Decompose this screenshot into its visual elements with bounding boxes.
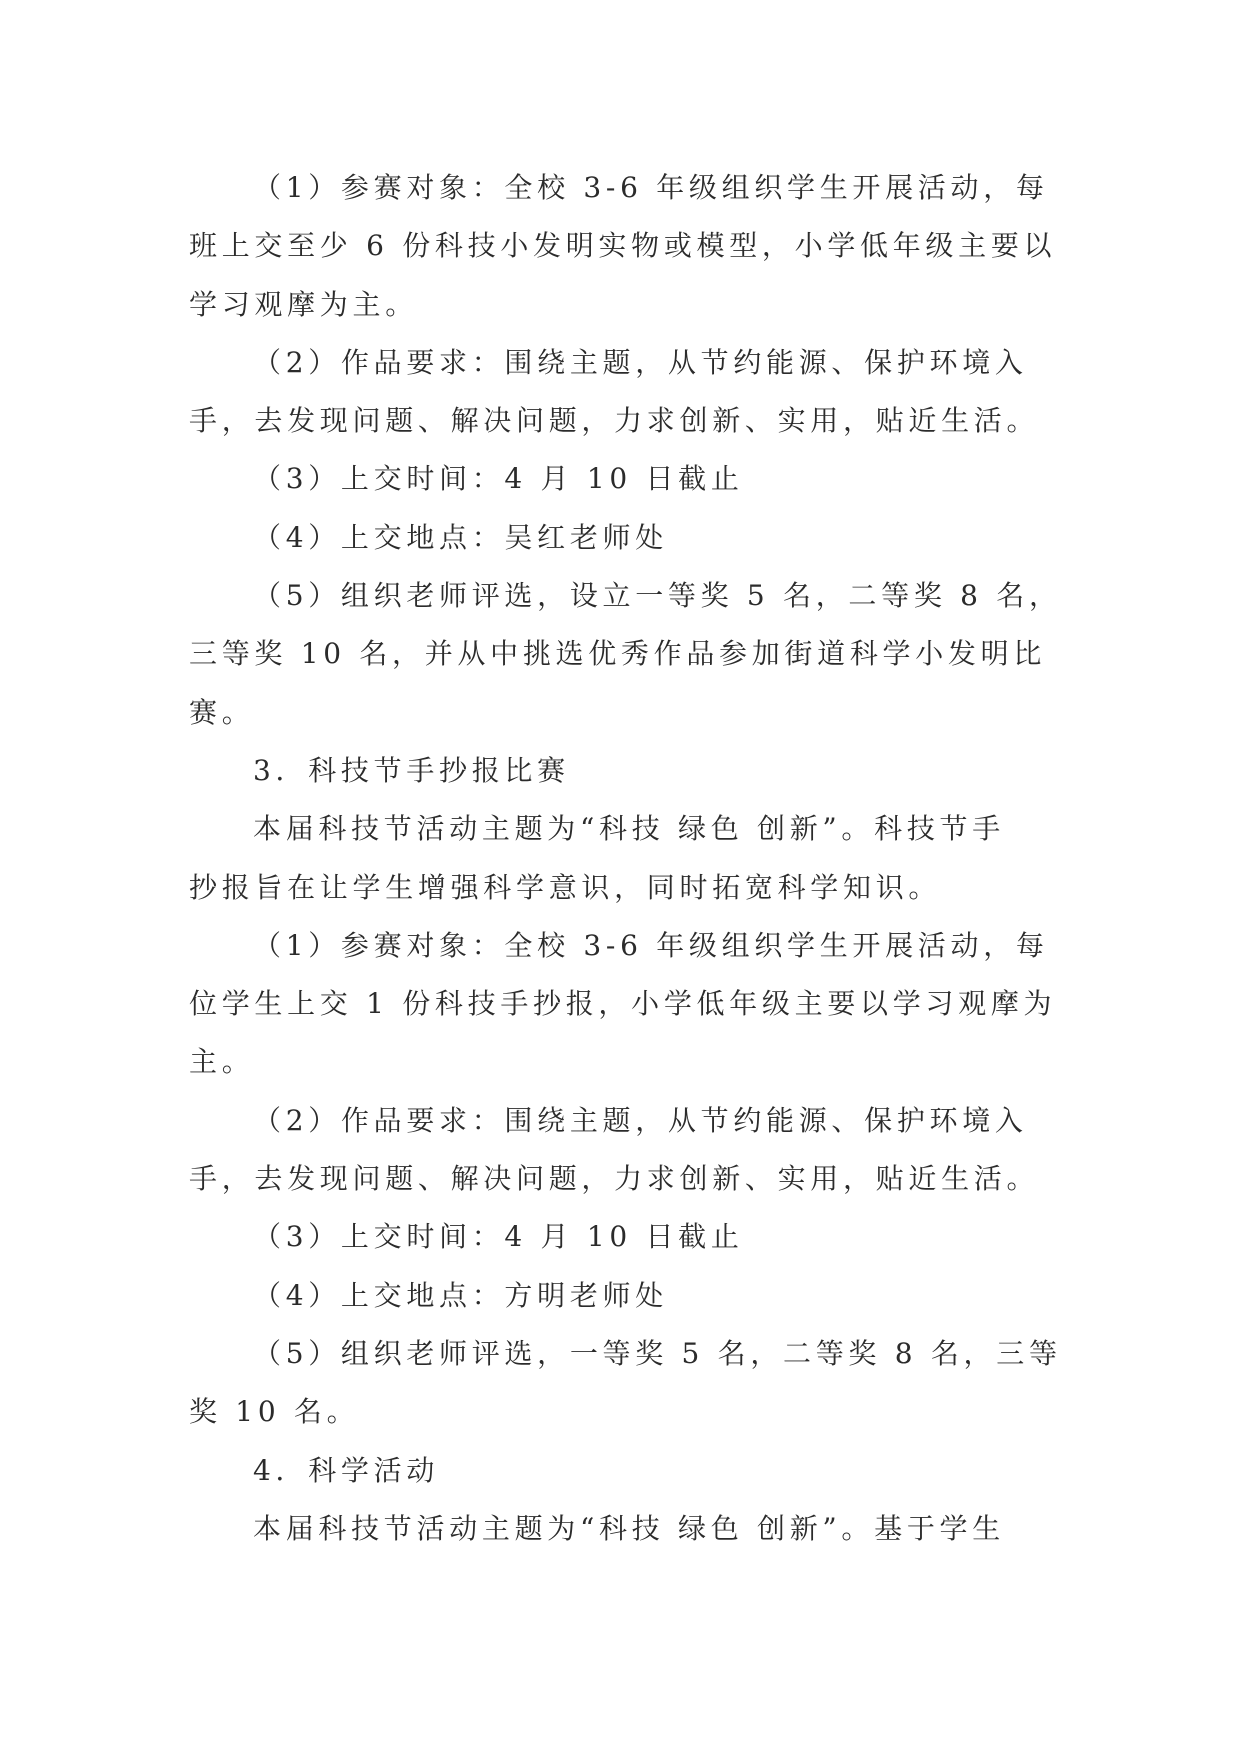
paragraph-line: （4）上交地点：方明老师处 bbox=[253, 1278, 668, 1312]
paragraph-line: 本届科技节活动主题为“科技 绿色 创新”。科技节手 bbox=[253, 812, 1005, 846]
paragraph-line: 奖 10 名。 bbox=[189, 1395, 360, 1429]
paragraph-line: （5）组织老师评选，一等奖 5 名，二等奖 8 名，三等 bbox=[253, 1336, 1062, 1370]
paragraph-line: （1）参赛对象：全校 3-6 年级组织学生开展活动，每 bbox=[253, 171, 1049, 204]
paragraph-line: （2）作品要求：围绕主题，从节约能源、保护环境入 bbox=[253, 345, 1028, 379]
paragraph-line: 三等奖 10 名，并从中挑选优秀作品参加街道科学小发明比 bbox=[189, 637, 1047, 671]
paragraph-line: 主。 bbox=[189, 1045, 255, 1079]
paragraph-line: 手，去发现问题、解决问题，力求创新、实用，贴近生活。 bbox=[189, 404, 1040, 438]
paragraph-line: 班上交至少 6 份科技小发明实物或模型，小学低年级主要以 bbox=[189, 229, 1057, 263]
paragraph-line: （3）上交时间：4 月 10 日截止 bbox=[253, 1220, 744, 1254]
paragraph-line: 学习观摩为主。 bbox=[189, 287, 418, 321]
section-heading: 4．科学活动 bbox=[253, 1453, 440, 1487]
document-body bbox=[189, 159, 1062, 1558]
paragraph-line: 位学生上交 1 份科技手抄报，小学低年级主要以学习观摩为 bbox=[189, 987, 1057, 1021]
paragraph-line: （1）参赛对象：全校 3-6 年级组织学生开展活动，每 bbox=[253, 928, 1049, 962]
paragraph-line: （5）组织老师评选，设立一等奖 5 名，二等奖 8 名， bbox=[253, 579, 1062, 613]
paragraph-line: 抄报旨在让学生增强科学意识，同时拓宽科学知识。 bbox=[189, 870, 942, 904]
section-heading: 3．科技节手抄报比赛 bbox=[253, 753, 570, 787]
paragraph-line: 手，去发现问题、解决问题，力求创新、实用，贴近生活。 bbox=[189, 1162, 1040, 1196]
paragraph-line: （4）上交地点：吴红老师处 bbox=[253, 520, 668, 554]
paragraph-line: （3）上交时间：4 月 10 日截止 bbox=[253, 462, 744, 496]
paragraph-line: 本届科技节活动主题为“科技 绿色 创新”。基于学生 bbox=[253, 1511, 1005, 1545]
paragraph-line: （2）作品要求：围绕主题，从节约能源、保护环境入 bbox=[253, 1103, 1028, 1137]
paragraph-line: 赛。 bbox=[189, 695, 255, 729]
